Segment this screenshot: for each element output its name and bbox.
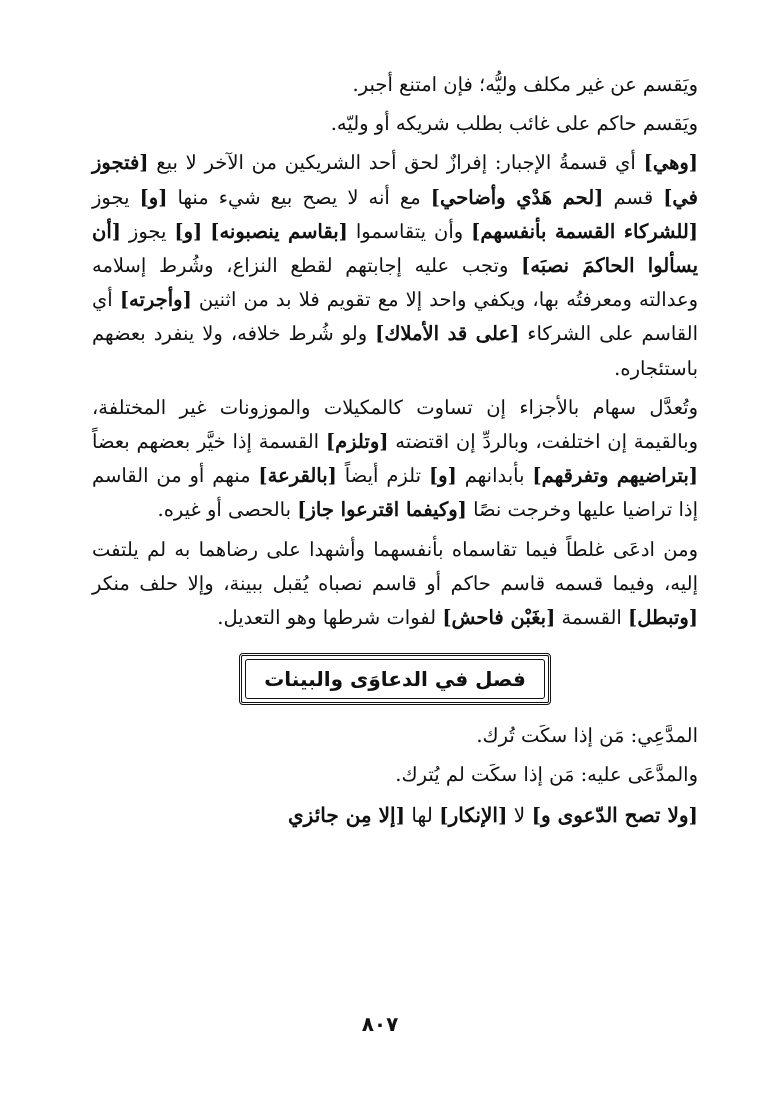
commentary-text: القسمة [555, 606, 629, 630]
bold-matn-text: [و] [139, 185, 168, 209]
commentary-text: ويَقسم عن غير مكلف وليُّه؛ فإن امتنع أجبر. [352, 73, 698, 96]
bold-matn-text: [بقاسم ينصبونه] [210, 219, 348, 243]
bold-matn-text: [وتبطل] [628, 606, 698, 630]
bold-matn-text: [أن يسألوا الحاكمَ نصبَه] [92, 219, 698, 278]
bold-matn-text: [و] [428, 464, 457, 488]
paragraph [92, 146, 698, 385]
bold-matn-text: [وكيفما اقترعوا جاز] [297, 498, 467, 522]
bold-matn-text: [وتلزم] [325, 430, 389, 454]
commentary-text: لها [405, 802, 440, 827]
commentary-text: ومن ادعَى غلطاً فيما تقاسماه بأنفسهما وأشهدا على رضاهما به لم يلتفت إليه، وفيما قسمه قاسم حاكم أو قاسم نصباه يُقبل ببينة، وإلا حلف منكر [92, 537, 698, 595]
page-number: ٨٠٧ [361, 1012, 399, 1036]
commentary-text: بأبدانهم [456, 464, 533, 488]
bold-matn-text: [و] [174, 219, 203, 243]
bold-matn-text: [لحم هَدْي وأضاحي] [430, 185, 604, 209]
commentary-text: ولو شُرط خلافه، ولا ينفرد بعضهم باستئجاره. [92, 322, 698, 380]
commentary-text: أي قسمةُ الإجبار: إفرازٌ لحق أحد الشريكين من الآخر لا بيع [148, 151, 644, 175]
commentary-text: مع أنه لا يصح بيع شيء منها [167, 185, 431, 209]
commentary-text: منهم أو من القاسم إذا تراضيا عليها وخرجت نصًا [92, 464, 698, 522]
heading-outer-border [239, 653, 551, 705]
bold-matn-text: [وأجرته] [119, 288, 192, 312]
commentary-text: ويَقسم حاكم على غائب بطلب شريكه أو وليّه. [330, 112, 698, 136]
commentary-text: لفوات شرطها وهو التعديل. [217, 606, 443, 630]
definition-plaintiff: المدَّعِي: مَن إذا سكَت تُرك. [476, 724, 698, 748]
bold-matn-text: [للشركاء القسمة بأنفسهم] [471, 219, 699, 243]
bold-matn-text: [بتراضيهم وتفرقهم] [532, 464, 698, 488]
commentary-text: تلزم أيضاً [336, 464, 429, 488]
commentary-text: قسم [603, 185, 664, 209]
paragraph [92, 391, 698, 528]
continuing-line [92, 798, 698, 832]
paragraph [92, 533, 698, 636]
paragraph [92, 68, 698, 102]
page-body [92, 68, 698, 832]
commentary-text: القسمة إذا خيَّر بعضهم بعضاً [92, 430, 326, 454]
bold-matn-text: [فتجوز في] [92, 151, 698, 209]
paragraph [92, 107, 698, 141]
definition-defendant: والمدَّعَى عليه: مَن إذا سكَت لم يُترك. [395, 763, 698, 787]
bold-matn-text: [ولا تصح الدّعوى و] [531, 802, 698, 827]
bold-matn-text: [إلا مِن جائزي [288, 802, 406, 827]
section-heading-frame [92, 653, 698, 705]
bold-matn-text: [بغَبْن فاحش] [442, 606, 556, 630]
commentary-text: لا [507, 802, 532, 827]
main-text [92, 68, 698, 635]
commentary-text: يجوز [120, 219, 175, 243]
bold-matn-text: [على قد الأملاك] [375, 322, 520, 346]
commentary-text: وتُعدَّل سهام بالأجزاء إن تساوت كالمكيلات والموزونات غير المختلفة، وبالقيمة إن اختلفت، وبالردِّ إن اقتضته [92, 395, 699, 454]
section-heading: فصل في الدعاوَى والبينات [245, 659, 545, 699]
bold-matn-text: [بالقرعة] [258, 464, 337, 488]
bold-matn-text: [الإنكار] [439, 802, 508, 827]
bold-matn-text: [وهي] [643, 151, 698, 175]
commentary-text: بالحصى أو غيره. [157, 498, 298, 522]
commentary-text: يجوز [92, 185, 140, 209]
commentary-text: أي القاسم على الشركاء [92, 288, 698, 346]
commentary-text: وأن يتقاسموا [347, 219, 472, 243]
commentary-text: وتجب عليه إجابتهم لقطع النزاع، وشُرط إسلامه وعدالته ومعرفتُه بها، ويكفي واحد إلا مع تقويم فلا بد من اثنين [92, 254, 698, 312]
